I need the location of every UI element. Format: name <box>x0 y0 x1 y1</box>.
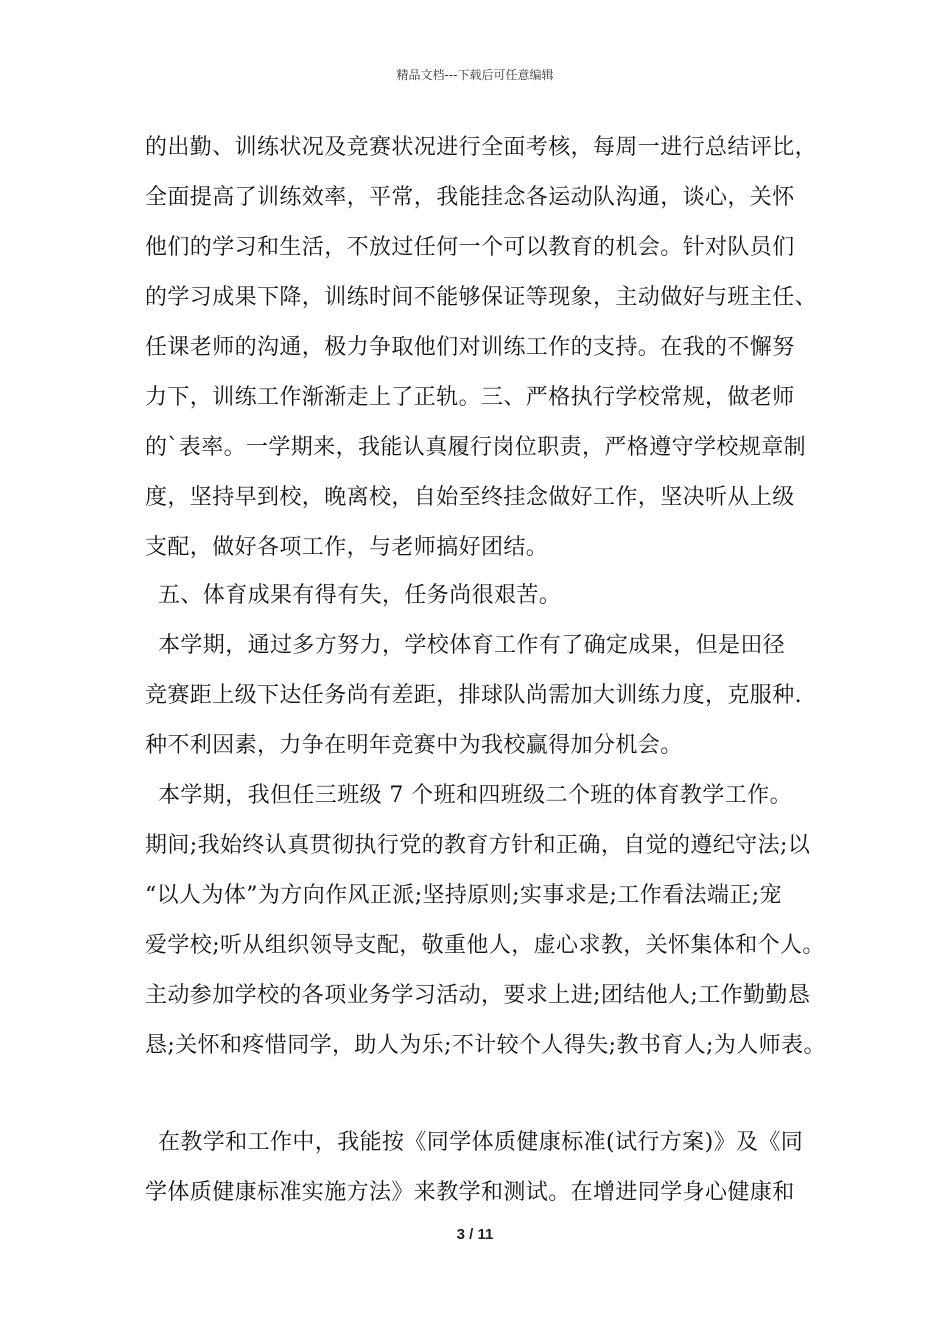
text-line: 种不利因素，力争在明年竞赛中为我校赢得加分机会。 <box>145 733 683 758</box>
page-header: 精品文档---下载后可任意编辑 <box>396 68 554 82</box>
text-line: 竞赛距上级下达任务尚有差距，排球队尚需加大训练力度，克服种. <box>145 683 802 708</box>
text-line: 期间;我始终认真贯彻执行党的教育方针和正确，自觉的遵纪守法;以 <box>145 833 811 858</box>
text-line: 爱学校;听从组织领导支配，敬重他人，虚心求教，关怀集体和个人。 <box>145 933 825 958</box>
text-line: 本学期，通过多方努力，学校体育工作有了确定成果，但是田径 <box>158 633 786 658</box>
text-line: 学体质健康标准实施方法》来教学和测试。在增进同学身心健康和 <box>145 1180 795 1205</box>
section-heading: 五、体育成果有得有失，任务尚很艰苦。 <box>158 583 562 608</box>
text-line: 恳;关怀和疼惜同学，助人为乐;不计较个人得失;教书育人;为人师表。 <box>145 1033 826 1058</box>
text-line: 的`表率。一学期来，我能认真履行岗位职责，严格遵守学校规章制 <box>145 435 807 460</box>
text-line: 在教学和工作中，我能按《同学体质健康标准(试行方案)》及《同 <box>158 1130 804 1155</box>
text-line: 的出勤、训练状况及竞赛状况进行全面考核，每周一进行总结评比， <box>145 135 818 160</box>
text-line: “以人为体”为方向作风正派;坚持原则;实事求是;工作看法端正;宠 <box>145 883 782 908</box>
text-line: 支配，做好各项工作，与老师搞好团结。 <box>145 535 549 560</box>
text-line: 他们的学习和生活，不放过任何一个可以教育的机会。针对队员们 <box>145 235 795 260</box>
text-line: 本学期，我但任三班级 7 个班和四班级二个班的体育教学工作。 <box>158 783 792 808</box>
text-line: 任课老师的沟通，极力争取他们对训练工作的支持。在我的不懈努 <box>145 335 795 360</box>
text-line: 全面提高了训练效率，平常，我能挂念各运动队沟通，谈心，关怀 <box>145 185 795 210</box>
text-line: 力下，训练工作渐渐走上了正轨。三、严格执行学校常规，做老师 <box>145 385 795 410</box>
text-line: 的学习成果下降，训练时间不能够保证等现象，主动做好与班主任、 <box>145 285 818 310</box>
text-line: 主动参加学校的各项业务学习活动，要求上进;团结他人;工作勤勤恳 <box>145 983 811 1008</box>
page-number: 3 / 11 <box>456 1226 494 1243</box>
text-line: 度，坚持早到校，晚离校，自始至终挂念做好工作，坚决听从上级 <box>145 485 795 510</box>
